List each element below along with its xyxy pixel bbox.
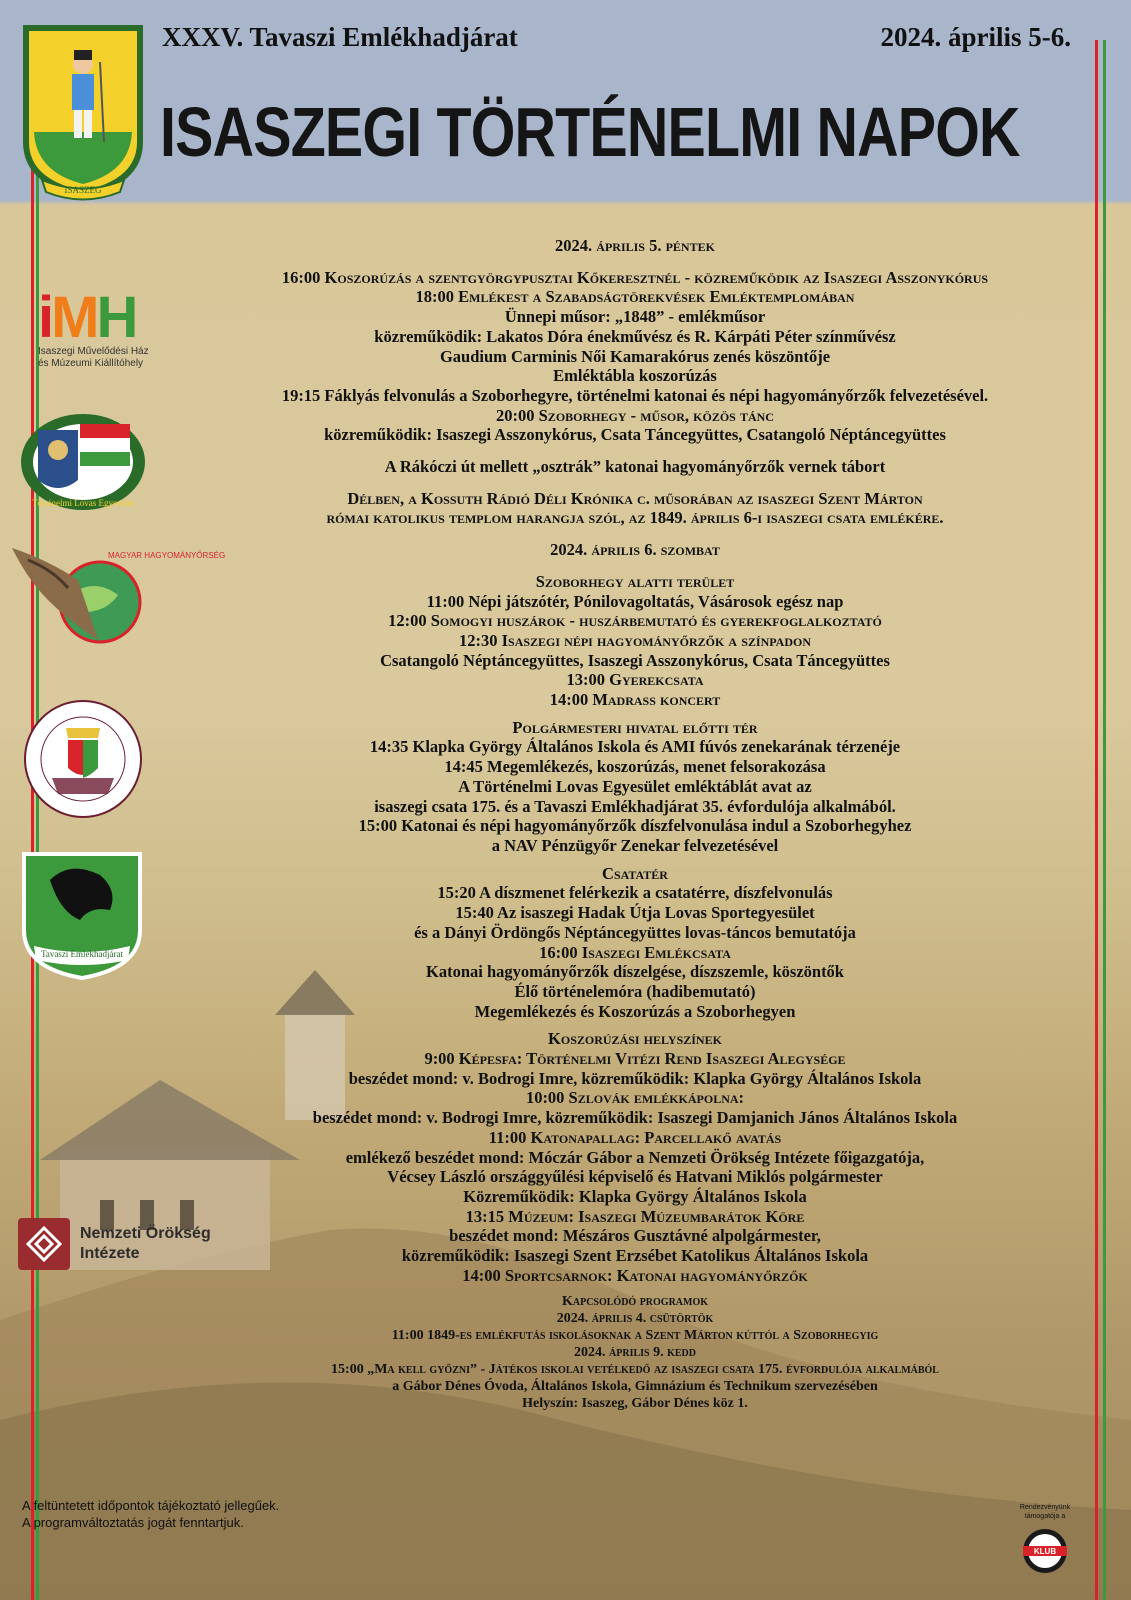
related-line: Helyszín: Isaszeg, Gábor Dénes köz 1. xyxy=(522,1396,748,1412)
sponsor-block xyxy=(1010,1503,1080,1580)
friday-line: 19:15 Fáklyás felvonulás a Szoborhegyre, történelmi katonai és népi hagyományőrzők felvezetésével. xyxy=(281,385,989,405)
friday-line: 20:00 Szoborhegy - műsor, közös tánc xyxy=(496,405,774,425)
saturday-heading: 2024. április 6. szombat xyxy=(550,540,720,560)
event-date: 2024. április 5-6. xyxy=(880,22,1071,52)
section-line: közreműködik: Isaszegi Szent Erzsébet Katolikus Általános Iskola xyxy=(401,1246,869,1266)
footer-note-1: A feltüntetett időpontok tájékoztató jellegűek. xyxy=(22,1498,280,1513)
green-stripe-left xyxy=(36,40,39,1600)
footer-note xyxy=(22,1497,279,1531)
imh-caption-2: és Múzeumi Kiállítóhely xyxy=(38,358,144,369)
isaszeg-crest-logo xyxy=(20,22,146,202)
section-line: Vécsey László országgyűlési képviselő és Hatvani Miklós polgármester xyxy=(387,1167,883,1187)
section-line: emlékező beszédet mond: Móczár Gábor a Nemzeti Örökség Intézete főigazgatója, xyxy=(345,1147,925,1167)
nemzeti-line-2: Intézete xyxy=(80,1245,140,1262)
huszar-szovetseg-logo xyxy=(22,698,144,820)
sponsor-line-1: Rendezvényünk xyxy=(1019,1504,1071,1511)
klub-logo xyxy=(1017,1521,1073,1577)
section-line: 14:00 Sportcsarnok: Katonai hagyományőrzők xyxy=(462,1265,808,1285)
related-line: 11:00 1849-es emlékfutás iskolásoknak a Szent Márton kúttól a Szoborhegyig xyxy=(391,1328,879,1344)
tavaszi-emlekhadjarat-logo xyxy=(20,850,144,980)
radio-note-1: Délben, a Kossuth Rádió Déli Krónika c. műsorában az isaszegi Szent Márton xyxy=(347,488,923,508)
related-line: 2024. április 9. kedd xyxy=(574,1345,696,1361)
section-line: 15:00 Katonai és népi hagyományőrzők díszfelvonulása indul a Szoborhegyhez xyxy=(358,816,912,836)
friday-line: Emléktábla koszorúzás xyxy=(553,366,717,386)
lovas-logo-text: Történelmi Lovas Egyesület xyxy=(32,498,134,508)
section-line: Megemlékezés és Koszorúzás a Szoborhegyen xyxy=(474,1001,796,1021)
friday-line: 16:00 Koszorúzás a szentgyörgypusztai Kőkeresztnél - közreműködik az Isaszegi Asszonykórus xyxy=(281,267,989,287)
section-title: Polgármesteri hivatal előtti tér xyxy=(512,717,758,737)
magyar-hagyomanyorseg-logo xyxy=(8,540,226,660)
program-content xyxy=(180,236,1090,1412)
section-line: 11:00 Katonapallag: Parcellakő avatás xyxy=(488,1127,782,1147)
red-stripe-right xyxy=(1095,40,1098,1600)
related-line: a Gábor Dénes Óvoda, Általános Iskola, Gimnázium és Technikum szervezésében xyxy=(392,1379,878,1395)
section-line: Közreműködik: Klapka György Általános Iskola xyxy=(463,1186,807,1206)
section-title: Szoborhegy alatti terület xyxy=(535,571,735,591)
related-title: Kapcsolódó programok xyxy=(561,1294,709,1310)
section-line: 14:45 Megemlékezés, koszorúzás, menet felsorakozása xyxy=(444,757,826,777)
section-line: Katonai hagyományőrzők díszelgése, díszszemle, köszöntők xyxy=(426,962,844,982)
section-line: 10:00 Szlovák emlékkápolna: xyxy=(525,1088,745,1108)
red-stripe-left xyxy=(31,40,34,1600)
section-line: 14:00 Madrass koncert xyxy=(549,690,721,710)
event-subtitle: XXXV. Tavaszi Emlékhadjárat xyxy=(162,22,518,52)
crest-text: ISASZEG xyxy=(64,185,102,195)
imh-logo: iMH Isaszegi Művelődési Ház és Múzeumi Kiállítóhely xyxy=(38,290,158,370)
section-line: beszédet mond: v. Bodrogi Imre, közreműködik: Klapka György Általános Iskola xyxy=(348,1068,922,1088)
section-line: A Történelmi Lovas Egyesület emléktáblát avat az xyxy=(458,776,812,796)
section-line: 16:00 Isaszegi Emlékcsata xyxy=(539,942,731,962)
nemzeti-line-1: Nemzeti Örökség xyxy=(80,1225,211,1242)
green-stripe-right xyxy=(1103,40,1106,1600)
friday-line: közreműködik: Lakatos Dóra énekművész és R. Kárpáti Péter színművész xyxy=(374,326,896,346)
section-line: 13:15 Múzeum: Isaszegi Múzeumbarátok Köre xyxy=(465,1206,805,1226)
friday-line: 18:00 Emlékest a Szabadságtörekvések Emléktemplomában xyxy=(415,287,855,307)
section-line: 13:00 Gyerekcsata xyxy=(566,670,704,690)
footer-note-2: A programváltoztatás jogát fenntartjuk. xyxy=(22,1515,244,1530)
poster-title: ISASZEGI TÖRTÉNELMI NAPOK xyxy=(160,93,1020,171)
knot-icon xyxy=(18,1218,70,1270)
imh-caption-1: Isaszegi Művelődési Ház xyxy=(38,346,149,357)
section-title: Csatatér xyxy=(602,863,668,883)
friday-line: Gaudium Carminis Női Kamarakórus zenés köszöntője xyxy=(439,346,831,366)
section-line: 12:00 Somogyi huszárok - huszárbemutató és gyerekfoglalkoztató xyxy=(388,611,882,631)
friday-heading: 2024. április 5. péntek xyxy=(555,236,715,255)
friday-line: közreműködik: Isaszegi Asszonykórus, Csata Táncegyüttes, Csatangoló Néptáncegyüttes xyxy=(324,425,946,445)
section-line: a NAV Pénzügyőr Zenekar felvezetésével xyxy=(491,835,779,855)
section-line: Élő történelemóra (hadibemutató) xyxy=(514,981,756,1001)
hagyomanyorseg-text: MAGYAR HAGYOMÁNYŐRSÉG xyxy=(108,551,226,560)
section-line: 9:00 Képesfa: Történelmi Vitézi Rend Isaszegi Alegysége xyxy=(424,1049,846,1069)
section-line: 15:20 A díszmenet felérkezik a csatatérre, díszfelvonulás xyxy=(437,883,833,903)
section-line: Csatangoló Néptáncegyüttes, Isaszegi Asszonykórus, Csata Táncegyüttes xyxy=(380,650,890,670)
section-title: Koszorúzási helyszínek xyxy=(548,1029,722,1049)
camp-note: A Rákóczi út mellett „osztrák” katonai hagyományőrzők vernek tábort xyxy=(384,457,886,477)
sponsor-line-2: támogatója a xyxy=(1024,1513,1066,1520)
section-line: isaszegi csata 175. és a Tavaszi Emlékhadjárat 35. évfordulója alkalmából. xyxy=(374,796,896,816)
klub-text: KLUB xyxy=(1033,1547,1057,1556)
section-line: 11:00 Népi játszótér, Pónilovagoltatás, Vásárosok egész nap xyxy=(426,591,844,611)
lovas-egyesulet-logo xyxy=(18,410,148,514)
emlekhadjarat-logo-text: Tavaszi Emlékhadjárat xyxy=(40,949,124,959)
section-line: 15:40 Az isaszegi Hadak Útja Lovas Sportegyesület xyxy=(455,903,815,923)
section-line: 14:35 Klapka György Általános Iskola és AMI fúvós zenekarának térzenéje xyxy=(369,737,901,757)
friday-line: Ünnepi műsor: „1848” - emlékműsor xyxy=(504,307,766,327)
related-line: 15:00 „Ma kell győzni” - Játékos iskolai vetélkedő az isaszegi csata 175. évfordulója alkalmából xyxy=(331,1362,939,1378)
radio-note-2: római katolikus templom harangja szól, az 1849. április 6-i isaszegi csata emlékére. xyxy=(326,508,944,528)
section-line: és a Dányi Ördöngős Néptáncegyüttes lovas-táncos bemutatója xyxy=(414,922,856,942)
related-line: 2024. április 4. csütörtök xyxy=(556,1311,714,1327)
section-line: beszédet mond: v. Bodrogi Imre, közreműködik: Isaszegi Damjanich János Általános Iskola xyxy=(312,1108,958,1128)
section-line: beszédet mond: Mészáros Gusztávné alpolgármester, xyxy=(449,1226,821,1246)
section-line: 12:30 Isaszegi népi hagyományőrzők a színpadon xyxy=(458,630,812,650)
